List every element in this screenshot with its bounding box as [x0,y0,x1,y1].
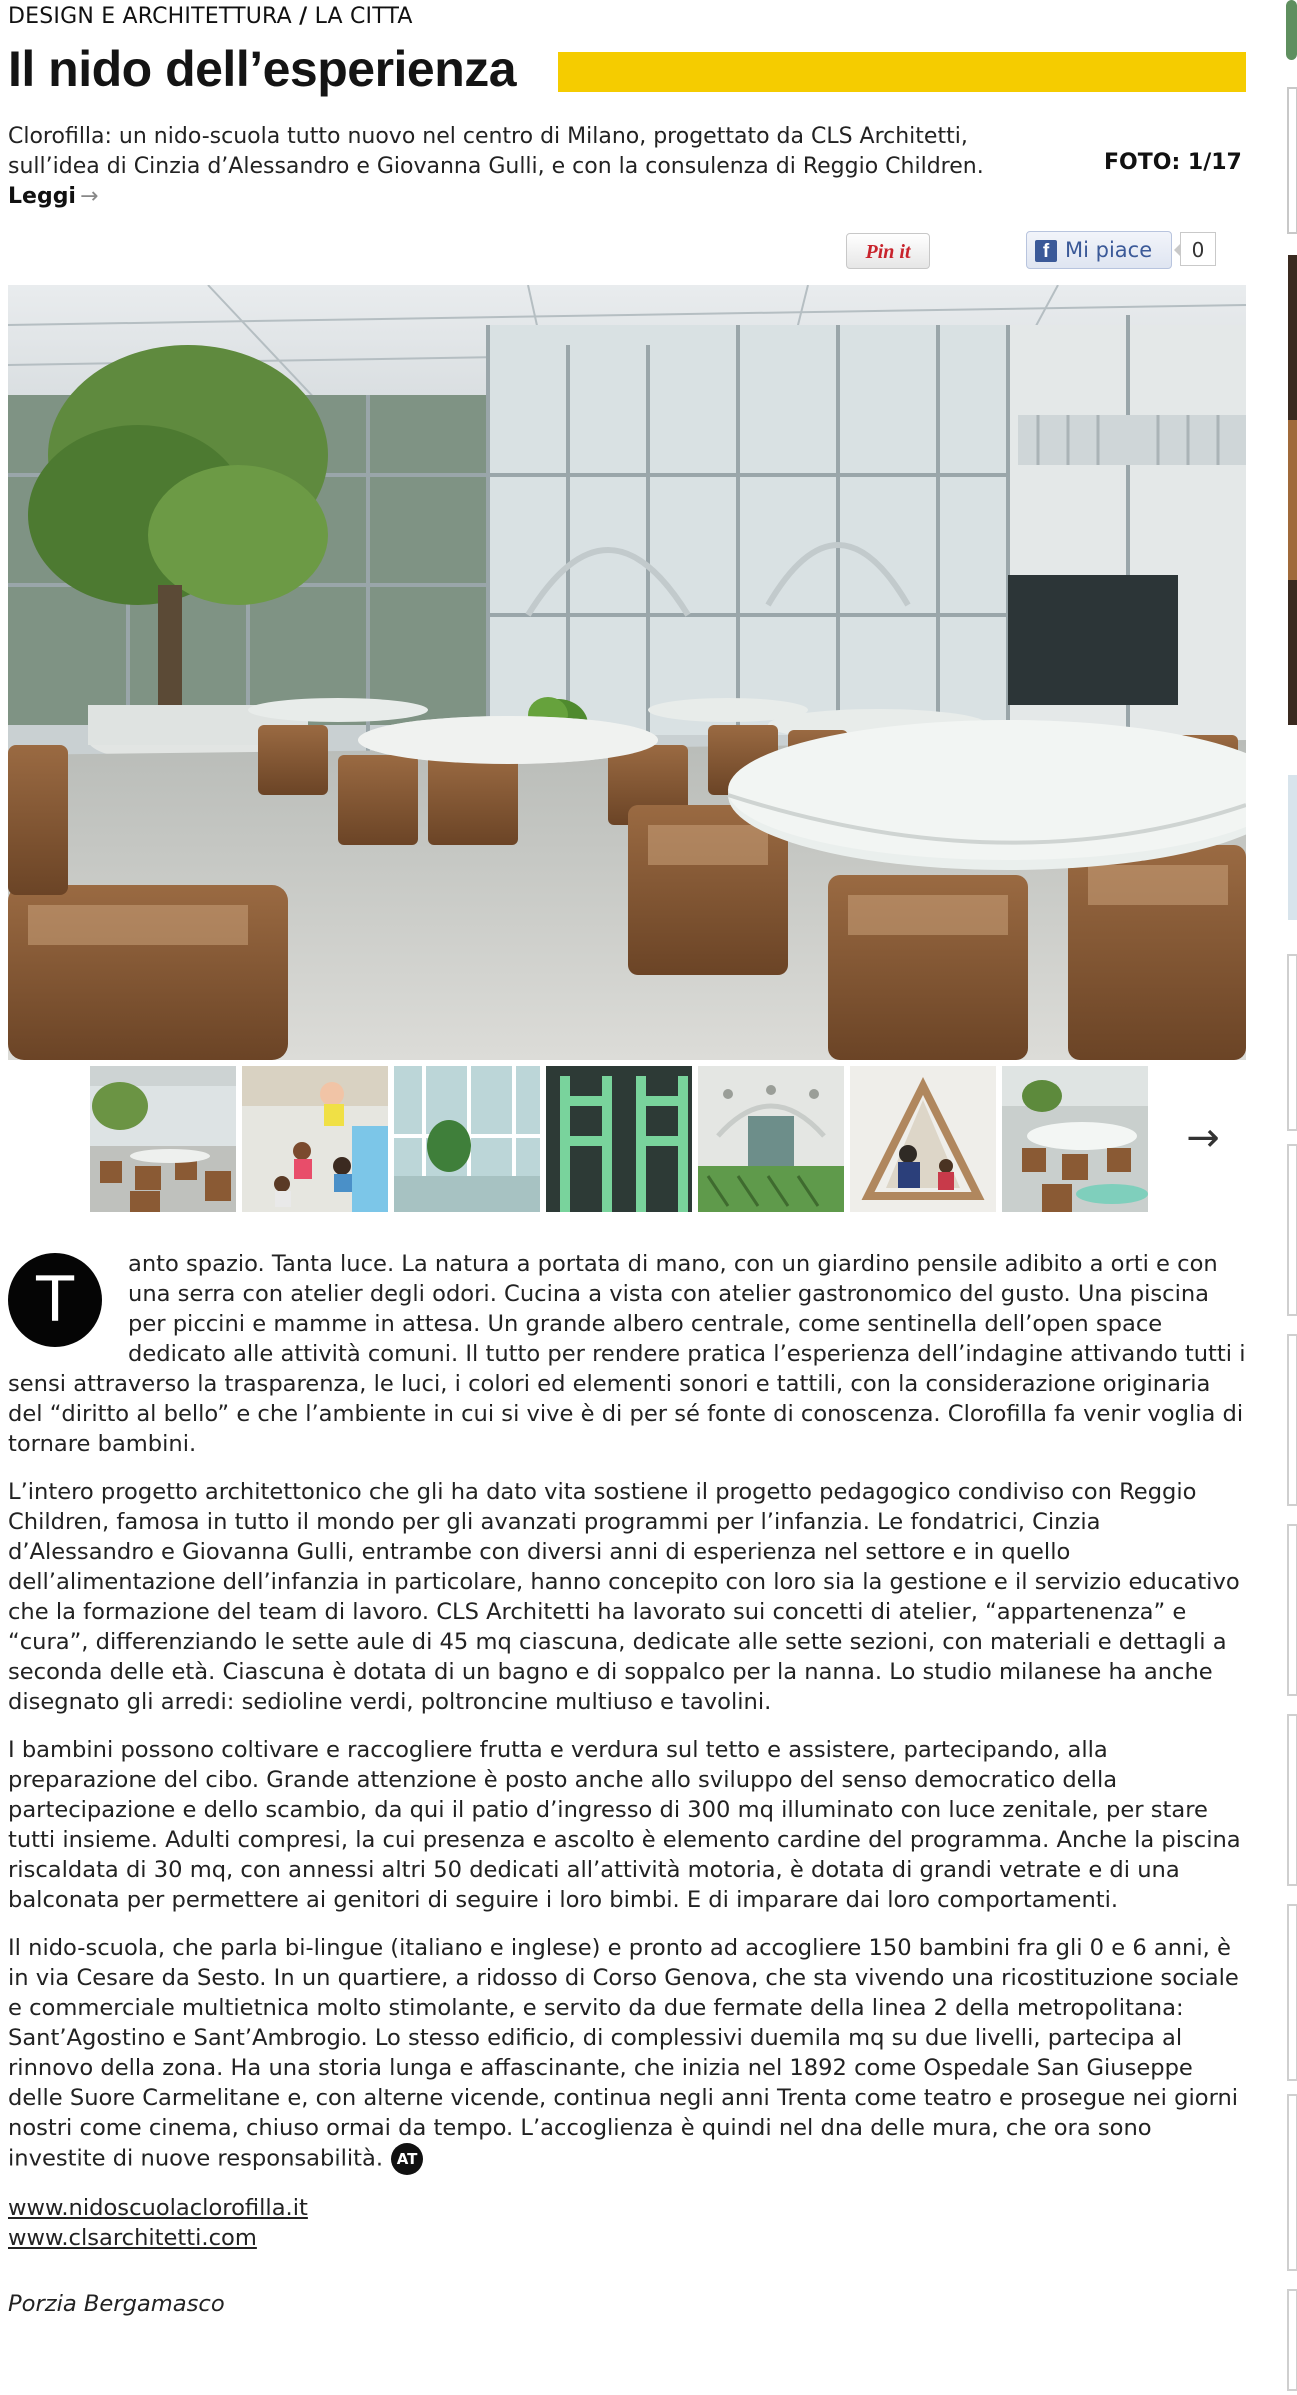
title-accent-bar [558,52,1246,92]
thumbnail-5[interactable] [698,1066,844,1212]
end-of-article-badge: AT [391,2143,423,2175]
thumb-wooden-tent-image [850,1066,996,1212]
article-paragraph-2: L’intero progetto architettonico che gli ha dato vita sostiene il progetto pedagogico condiviso con Reggio Children, famosa in tutto il mondo per gli avanzati programmi per l’infanzia. Le fondatrici, Cinzia d’Alessandro e Giovanna Gulli, entrambe con diversi anni di esperienza nel settore e in quello dell’alimentazione dell’infanzia in particolare, hanno concepito con loro sia la gestione e il servizio educativo che la formazione del team di lavoro. CLS Architetti ha lavorato sui concetti di atelier, “appartenenza” e “cura”, differenziando le sette aule di 45 mq ciascuna, dedicate alle sette sezioni, con materiali e dettagli a seconda delle età. Ciascuna è dotata di un bagno e di soppalco per la nanna. Lo studio milanese ha anche disegnato gli arredi: sedioline verdi, poltroncine multiuso e tavolini. [8,1479,1240,1715]
thumbnail-3[interactable] [394,1066,540,1212]
thumbnail-6[interactable] [850,1066,996,1212]
article-summary [8,122,1008,212]
right-sidebar-edge [1280,0,1297,2395]
article-paragraph-1 [8,1249,1248,1459]
thumb-round-tables-image [1002,1066,1148,1212]
facebook-like-label: Mi piace [1065,238,1153,262]
subcategory-link[interactable]: LA CITTA [314,4,413,29]
read-more-link[interactable] [8,184,98,209]
thumb-glass-courtyard-image [394,1066,540,1212]
link-nidoscuolaclorofilla[interactable]: www.nidoscuolaclorofilla.it [8,2195,308,2221]
pinterest-button[interactable]: Pin it [846,233,930,269]
article-paragraph-3: I bambini possono coltivare e raccogliere frutta e verdura sul tetto e assistere, partecipando, alla preparazione del cibo. Grande attenzione è posto anche allo sviluppo del senso democratico della partecipazione e dello scambio, da qui il patio d’ingresso di 300 mq illuminato con luce zenitale, per stare tutti insieme. Adulti compresi, la cui presenza e ascolto è elemento cardine del programma. Anche la piscina riscaldata di 30 mq, con annessi altri 50 dedicati all’attività motoria, è dotata di grandi vetrate e di una balconata per permettere ai genitori di seguire i loro bimbi. E di imparare dai loro comportamenti. [8,1737,1241,1913]
page-title: Il nido dell’esperienza [8,41,517,97]
breadcrumb-separator: / [299,4,308,29]
dropcap-letter: T [8,1253,102,1347]
article-paragraph-4 [8,1933,1248,2175]
paragraph-4-text: Il nido-scuola, che parla bi-lingue (italiano e inglese) e pronto ad accogliere 150 bambini fra gli 0 e 6 anni, è in via Cesare da Sesto. In un quartiere, a ridosso di Corso Genova, che sta vivendo una ricostituzione sociale e commerciale multietnica molto stimolante, e servito da due fermate della linea 2 della metropolitana: Sant’Agostino e Sant’Ambrogio. Lo stesso edificio, di complessivi duemila mq su due livelli, partecipa al rinnovo della zona. Ha una storia lunga e affascinante, che inizia nel 1892 come Ospedale San Giuseppe delle Suore Carmelitane e, con alterne vicende, continua negli anni Trenta come teatro e prosegue nei giorni nostri come cinema, chiuso ormai da tempo. L’accoglienza è quindi nel dna delle mura, che ora sono investite di nuove responsabilità. [8,1935,1239,2172]
arrow-right-icon: → [79,184,99,209]
read-more-label: Leggi [8,184,76,209]
thumbnail-1[interactable] [90,1066,236,1212]
facebook-like-button[interactable] [1026,231,1172,269]
hero-photo[interactable] [8,285,1246,1060]
hero-photo-illustration [8,285,1246,1060]
thumb-cafeteria-image [90,1066,236,1212]
facebook-icon: f [1035,240,1057,262]
thumb-atrium-corridor-image [698,1066,844,1212]
thumbnail-7[interactable] [1002,1066,1148,1212]
summary-text: Clorofilla: un nido-scuola tutto nuovo nel centro di Milano, progettato da CLS Architetti, sull’idea di Cinzia d’Alessandro e Giovanna Gulli, e con la consulenza di Reggio Children. [8,124,984,179]
gallery-next-arrow-icon[interactable]: → [1186,1115,1220,1161]
thumb-green-chairs-image [546,1066,692,1212]
related-links [8,2193,1248,2253]
thumbnail-strip [8,1066,1246,1212]
breadcrumb [8,4,413,29]
paragraph-1-text: anto spazio. Tanta luce. La natura a portata di mano, con un giardino pensile adibito a orti e con una serra con atelier degli odori. Cucina a vista con atelier gastronomico del gusto. Una piscina per piccini e mamme in attesa. Un grande albero centrale, come sentinella dell’open space dedicato alle attività comuni. Il tutto per rendere pratica l’esperienza dell’indagine attivando tutti i sensi attraverso la trasparenza, le luci, i colori ed elementi sonori e tattili, con la considerazione originaria del “diritto al bello” e che l’ambiente in cui si vive è di per sé fonte di conoscenza. Clorofilla fa venir voglia di tornare bambini. [8,1251,1246,1457]
article-author: Porzia Bergamasco [8,2291,225,2317]
thumbnail-4[interactable] [546,1066,692,1212]
thumbnail-2[interactable] [242,1066,388,1212]
thumb-children-playing-image [242,1066,388,1212]
facebook-like-count: 0 [1180,232,1216,266]
photo-counter: FOTO: 1/17 [1104,150,1242,175]
article-body [8,1249,1248,2319]
category-link[interactable]: DESIGN E ARCHITETTURA [8,4,292,29]
title-row [8,38,1246,100]
link-clsarchitetti[interactable]: www.clsarchitetti.com [8,2225,257,2251]
